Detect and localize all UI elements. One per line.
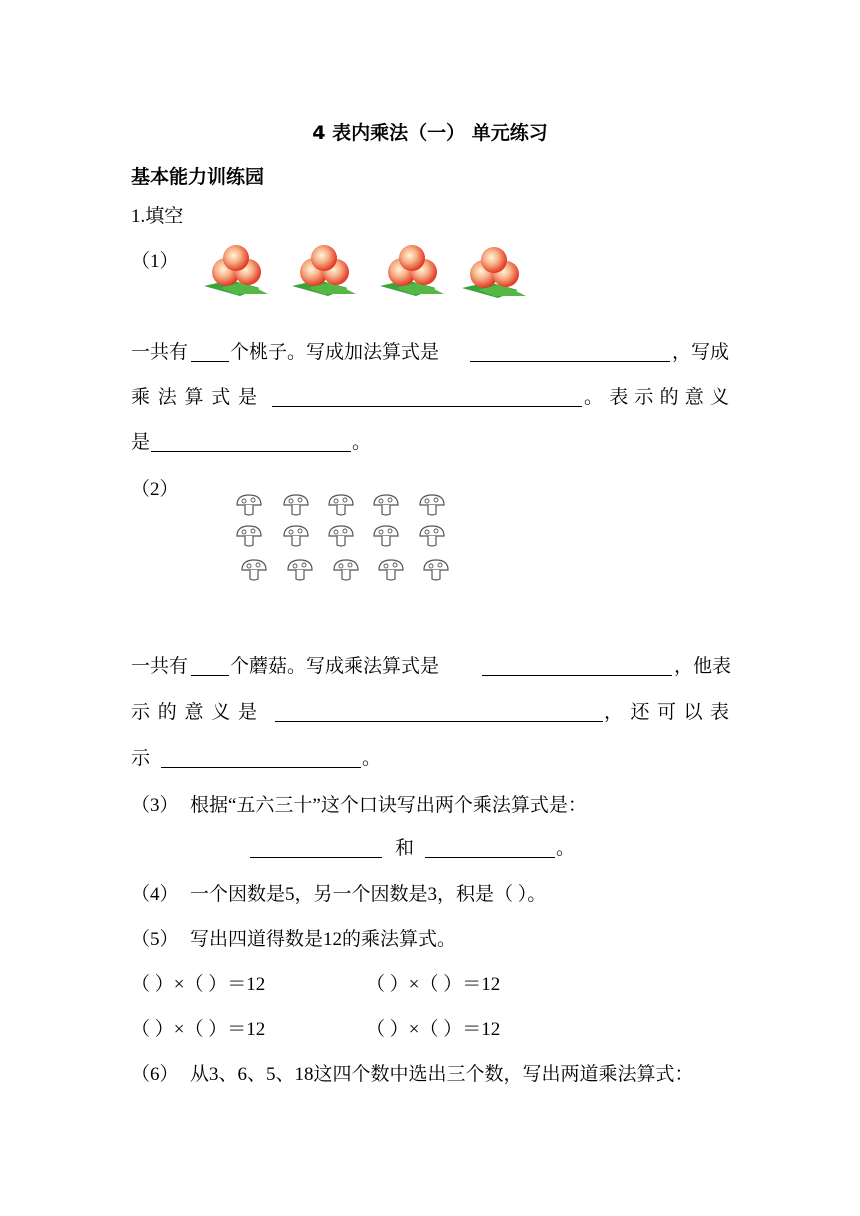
- mushroom-icon: [329, 495, 353, 515]
- p2-line2-char: 还: [630, 702, 650, 723]
- p1-line2-char: 是: [237, 387, 257, 408]
- p1-line2-char: 示: [634, 387, 654, 408]
- peach-group-icon: [462, 247, 526, 298]
- p1-line2-char: 算: [184, 387, 204, 408]
- subquestion-2-number: （2）: [131, 479, 179, 500]
- p2-line1-prefix: 一共有: [131, 656, 189, 677]
- p1-line2-char: 式: [211, 387, 231, 408]
- mushrooms-illustration: [230, 490, 460, 590]
- subquestion-3-number: （3）: [131, 795, 179, 816]
- p2-line2-char: 可: [656, 702, 676, 723]
- mushroom-icon: [284, 495, 308, 515]
- p1-line2-char: 乘: [131, 387, 151, 408]
- p1-line1-middle: 个桃子。写成加法算式是: [230, 342, 440, 363]
- mushroom-count-blank[interactable]: [191, 675, 229, 676]
- equation-blank[interactable]: （ ）×（ ）＝12: [366, 1019, 501, 1040]
- peach-group-icon: [292, 245, 356, 296]
- p2-line3-suffix: 。: [362, 748, 382, 769]
- p1-line2-suffix: [584, 387, 729, 409]
- mushroom-icon: [242, 560, 266, 580]
- p2-line2-char: 意: [184, 702, 204, 723]
- mushroom-expression-blank[interactable]: [482, 675, 672, 676]
- subquestion-5-text: 写出四道得数是12的乘法算式。: [190, 929, 457, 950]
- p2-line2-char: 表: [709, 702, 729, 723]
- p1-line2-prefix: [131, 387, 257, 409]
- mushroom-icon: [329, 526, 353, 546]
- p1-line1-suffix: ，写成: [672, 342, 730, 363]
- equation-blank[interactable]: （ ）×（ ）＝12: [131, 974, 266, 995]
- p1-line3-prefix: 是: [131, 432, 151, 453]
- mushroom-icon: [374, 526, 398, 546]
- p1-line2-char: 的: [659, 387, 679, 408]
- multiplication-expression-blank[interactable]: [272, 406, 582, 407]
- subquestion-1-number: （1）: [131, 251, 179, 272]
- p1-line3-suffix: 。: [352, 432, 372, 453]
- p2-line2-suffix: [604, 702, 729, 724]
- mushroom-icon: [424, 560, 448, 580]
- subquestion-6-text: 从3、6、5、18这四个数中选出三个数，写出两道乘法算式：: [190, 1064, 694, 1085]
- mushroom-icon: [420, 495, 444, 515]
- mushroom-icon: [288, 560, 312, 580]
- p1-line2-char: 义: [709, 387, 729, 408]
- addition-expression-blank[interactable]: [470, 361, 670, 362]
- peaches-illustration: [196, 236, 536, 300]
- meaning-blank[interactable]: [151, 451, 351, 452]
- subquestion-6-number: （6）: [131, 1064, 179, 1085]
- alt-meaning-blank[interactable]: [161, 767, 361, 768]
- question-1-label: 1.填空: [131, 206, 184, 227]
- p2-line1-suffix: ，他表: [674, 656, 732, 677]
- expression-blank-a[interactable]: [250, 857, 382, 858]
- subquestion-5-number: （5）: [131, 929, 179, 950]
- p1-line1-prefix: 一共有: [131, 342, 189, 363]
- subquestion-4-text: 一个因数是5，另一个因数是3，积是（ ）。: [190, 884, 547, 905]
- p2-line2-char: 以: [683, 702, 703, 723]
- p2-line2-char: 示: [131, 702, 151, 723]
- p1-line2-char: 。: [584, 387, 604, 408]
- mushroom-icon: [237, 495, 261, 515]
- mushroom-icon: [237, 526, 261, 546]
- mushroom-icon: [374, 495, 398, 515]
- p2-line3-prefix: 示: [131, 748, 151, 769]
- expression-blank-b[interactable]: [425, 857, 555, 858]
- peach-group-icon: [204, 245, 268, 296]
- mushroom-icon: [420, 526, 444, 546]
- subquestion-3-text: 根据“五六三十”这个口诀写出两个乘法算式是：: [190, 795, 587, 816]
- section-heading: 基本能力训练园: [131, 166, 265, 188]
- mushroom-icon: [284, 526, 308, 546]
- equation-blank[interactable]: （ ）×（ ）＝12: [366, 974, 501, 995]
- p1-line2-char: 法: [157, 387, 177, 408]
- p2-line2-char: ，: [604, 702, 624, 723]
- peach-group-icon: [380, 245, 444, 296]
- p1-line2-char: 意: [684, 387, 704, 408]
- p1-line2-char: 表: [609, 387, 629, 408]
- p2-line2-prefix: [131, 702, 257, 724]
- peach-count-blank[interactable]: [191, 361, 229, 362]
- and-label: 和: [395, 838, 415, 859]
- p2-line2-char: 是: [237, 702, 257, 723]
- mushroom-icon: [379, 560, 403, 580]
- mushroom-icon: [334, 560, 358, 580]
- p2-line2-char: 义: [211, 702, 231, 723]
- p2-line1-middle: 个蘑菇。写成乘法算式是: [230, 656, 440, 677]
- mushroom-meaning-blank[interactable]: [275, 721, 603, 722]
- equation-blank[interactable]: （ ）×（ ）＝12: [131, 1019, 266, 1040]
- subquestion-4-number: （4）: [131, 884, 179, 905]
- p2-line2-char: 的: [157, 702, 177, 723]
- p3-end: 。: [556, 838, 576, 859]
- page-title: 4 表内乘法（一） 单元练习: [312, 122, 548, 144]
